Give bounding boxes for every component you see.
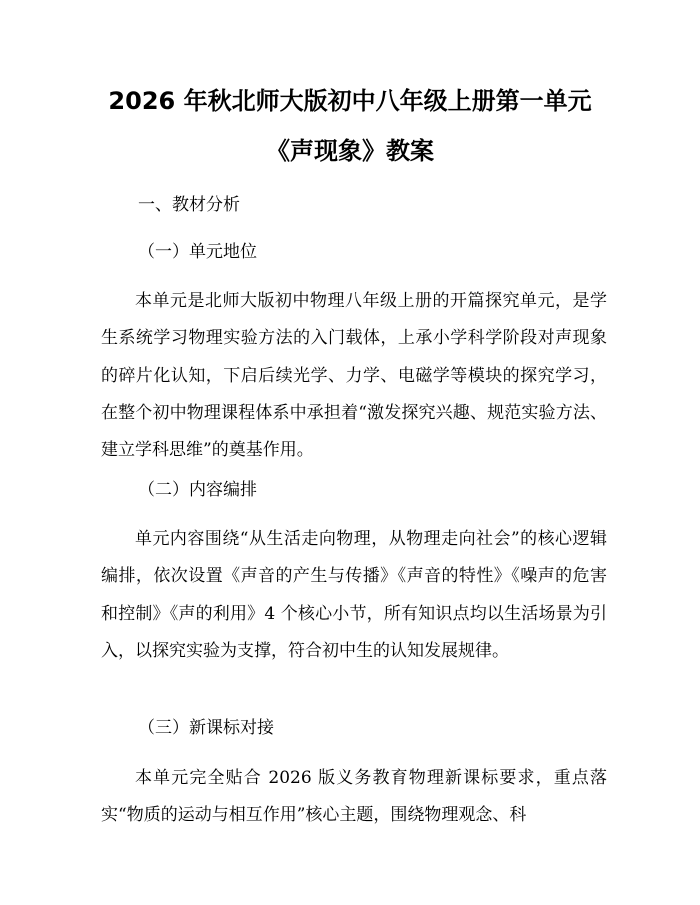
subsection-heading-content-arrangement: （二）内容编排 — [138, 480, 257, 500]
subsection-heading-curriculum-alignment: （三）新课标对接 — [138, 718, 274, 738]
document-title-line2: 《声现象》教案 — [266, 137, 434, 165]
subsection-heading-unit-position: （一）单元地位 — [138, 242, 257, 262]
document-title-line1: 2026 年秋北师大版初中八年级上册第一单元 — [108, 87, 592, 115]
paragraph-content-arrangement: 单元内容围绕“从生活走向物理，从物理走向社会”的核心逻辑编排，依次设置《声音的产生与传播》《声音的特性》《噪声的危害和控制》《声的利用》4 个核心小节，所有知识点均以生活场景为引入，以探究实验为支撑，符合初中生的认知发展规律。 — [101, 529, 607, 661]
section-heading-textbook-analysis: 一、教材分析 — [138, 195, 240, 215]
paragraph-curriculum-alignment: 本单元完全贴合 2026 版义务教育物理新课标要求，重点落实“物质的运动与相互作用”核心主题，围绕物理观念、科 — [101, 768, 607, 826]
paragraph-unit-position: 本单元是北师大版初中物理八年级上册的开篇探究单元，是学生系统学习物理实验方法的入门载体，上承小学科学阶段对声现象的碎片化认知，下启后续光学、力学、电磁学等模块的探究学习，在整个初中物理课程体系中承担着“激发探究兴趣、规范实验方法、建立学科思维”的奠基作用。 — [101, 291, 607, 461]
